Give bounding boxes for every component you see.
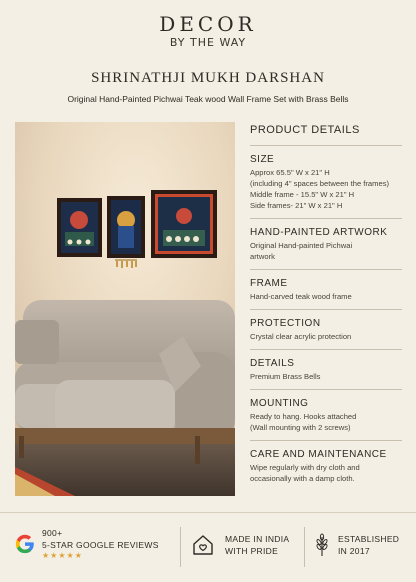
detail-title: MOUNTING [250, 398, 309, 409]
detail-line: Hand-carved teak wood frame [250, 292, 352, 301]
detail-line: occasionally with a damp cloth. [250, 474, 355, 483]
brand-tagline: BY THE WAY [169, 36, 247, 49]
detail-title: HAND-PAINTED ARTWORK [250, 227, 388, 238]
product-details-panel [250, 124, 402, 491]
detail-line: Original Hand-painted Pichwai [250, 241, 353, 250]
detail-line: Wipe regularly with dry cloth and [250, 463, 360, 472]
detail-line: (Wall mounting with 2 screws) [250, 423, 351, 432]
detail-section-size [250, 146, 402, 219]
est-line1: ESTABLISHED [338, 534, 400, 544]
google-reviews [14, 527, 159, 560]
footer-divider [304, 527, 305, 567]
reviews-label: 5-STAR GOOGLE REVIEWS [42, 540, 159, 550]
made-line1: MADE IN INDIA [225, 534, 290, 544]
detail-line: Side frames- 21" W x 21" H [250, 201, 343, 210]
detail-title: DETAILS [250, 358, 295, 369]
detail-line: Middle frame - 15.5" W x 21" H [250, 190, 355, 199]
detail-line: Premium Brass Bells [250, 372, 321, 381]
detail-section-details [250, 350, 402, 390]
home-heart-icon [191, 533, 215, 557]
detail-title: CARE AND MAINTENANCE [250, 449, 387, 460]
established [314, 533, 399, 557]
made-line2: WITH PRIDE [225, 546, 279, 556]
reviews-count: 900+ [42, 528, 63, 538]
left-frame [57, 198, 102, 257]
middle-frame [107, 196, 145, 268]
product-details-heading: PRODUCT DETAILS [250, 124, 402, 146]
made-in-india [191, 533, 289, 557]
product-subtitle: Original Hand-Painted Pichwai Teak wood Wall Frame Set with Brass Bells [67, 94, 349, 104]
google-icon [14, 533, 36, 555]
footer-divider [180, 527, 181, 567]
brand-header [0, 12, 416, 50]
detail-section-mounting [250, 390, 402, 441]
room-scene-illustration [15, 122, 235, 496]
detail-title: PROTECTION [250, 318, 321, 329]
right-frame [151, 190, 217, 258]
product-photo [15, 122, 235, 496]
star-rating: ★★★★★ [42, 551, 83, 560]
detail-line: Crystal clear acrylic protection [250, 332, 352, 341]
detail-line: Approx 65.5" W x 21" H [250, 168, 330, 177]
detail-section-artwork [250, 219, 402, 270]
detail-section-frame [250, 270, 402, 310]
wheat-icon [314, 533, 330, 557]
brand-name: DECOR [159, 12, 257, 36]
footer-bar [0, 512, 416, 582]
detail-title: FRAME [250, 278, 288, 289]
sofa [15, 300, 235, 464]
detail-line: (including 4" spaces between the frames) [250, 179, 390, 188]
detail-line: artwork [250, 252, 275, 261]
detail-line: Ready to hang. Hooks attached [250, 412, 357, 421]
detail-title: SIZE [250, 154, 275, 165]
detail-section-protection [250, 310, 402, 350]
product-title: SHRINATHJI MUKH DARSHAN [91, 70, 325, 86]
detail-section-care [250, 441, 402, 491]
est-line2: IN 2017 [338, 546, 370, 556]
